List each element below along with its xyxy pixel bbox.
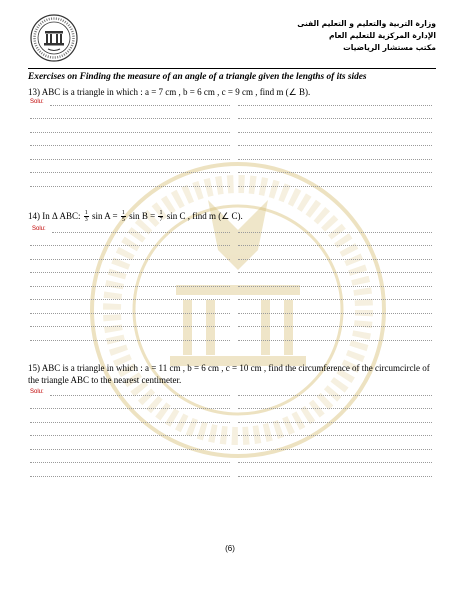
answer-line [30,299,230,300]
answer-line [238,408,432,409]
answer-line [238,476,432,477]
answer-line [30,259,230,260]
solution-line [52,232,230,233]
fraction-one-third [84,210,89,223]
answer-line [30,408,230,409]
answer-line [30,326,230,327]
answer-line [30,462,230,463]
solution-label-13: Solu: [30,99,44,105]
answer-line [30,449,230,450]
answer-line [30,145,230,146]
answer-line [238,272,432,273]
answer-line [30,118,230,119]
answer-line [238,145,432,146]
fraction-denominator: 3 [84,217,88,224]
question-14 [28,210,243,223]
answer-line [238,326,432,327]
answer-line [30,186,230,187]
ministry-header [297,18,436,54]
fraction-denominator: 5 [121,217,125,224]
header-line-department: الإدارة المركزية للتعليم العام [328,31,436,40]
header-rule [28,68,436,69]
answer-line [30,172,230,173]
fraction-numerator: 1 [121,210,125,217]
answer-line [238,462,432,463]
question-13: 13) ABC is a triangle in which : a = 7 cm , b = 6 cm , c = 9 cm , find m (∠ B). [28,87,311,97]
sin-c-text: sin C , find m (∠ C). [166,211,243,221]
answer-line [238,313,432,314]
worksheet-title: Exercises on Finding the measure of an angle of a triangle given the lengths of its sides [28,72,367,82]
solution-line [238,105,432,106]
fraction-one-fifth [121,210,126,223]
answer-line [238,340,432,341]
solution-label-15: Solu: [30,389,44,395]
header-line-ministry: وزارة التربية والتعليم و التعليم الفنى [297,19,436,28]
answer-line [238,172,432,173]
sin-b-text: sin B = [129,211,156,221]
answer-line [238,159,432,160]
header-line-office: مكتب مستشار الرياضيات [343,43,436,52]
answer-line [238,245,432,246]
answer-line [30,422,230,423]
solution-line [238,395,432,396]
question-15: 15) ABC is a triangle in which : a = 11 cm , b = 6 cm , c = 10 cm , find the circumference of the circumcircle of the triangle ABC to the nearest centimeter. [28,363,430,385]
answer-line [30,132,230,133]
answer-line [30,272,230,273]
answer-line [238,186,432,187]
answer-line [30,435,230,436]
solution-line [50,105,230,106]
answer-line [238,118,432,119]
answer-line [238,286,432,287]
solution-label-14: Solu: [32,226,46,232]
answer-line [30,245,230,246]
solution-line [238,232,432,233]
answer-line [238,132,432,133]
page-number: (6) [225,544,235,553]
fraction-numerator: 1 [84,210,88,217]
answer-line [30,313,230,314]
answer-line [238,422,432,423]
answer-line [238,259,432,260]
answer-line [238,299,432,300]
fraction-one-seventh [158,210,163,223]
fraction-numerator: 1 [159,210,163,217]
answer-line [30,159,230,160]
watermark-emblem-icon [88,160,388,460]
answer-line [238,449,432,450]
sin-a-text: sin A = [92,211,118,221]
answer-line [30,286,230,287]
solution-line [50,395,230,396]
answer-line [30,476,230,477]
question-14-prefix: 14) In Δ ABC: [28,211,81,221]
fraction-denominator: 7 [159,217,163,224]
answer-line [30,340,230,341]
ministry-logo-icon [30,14,78,62]
answer-line [238,435,432,436]
